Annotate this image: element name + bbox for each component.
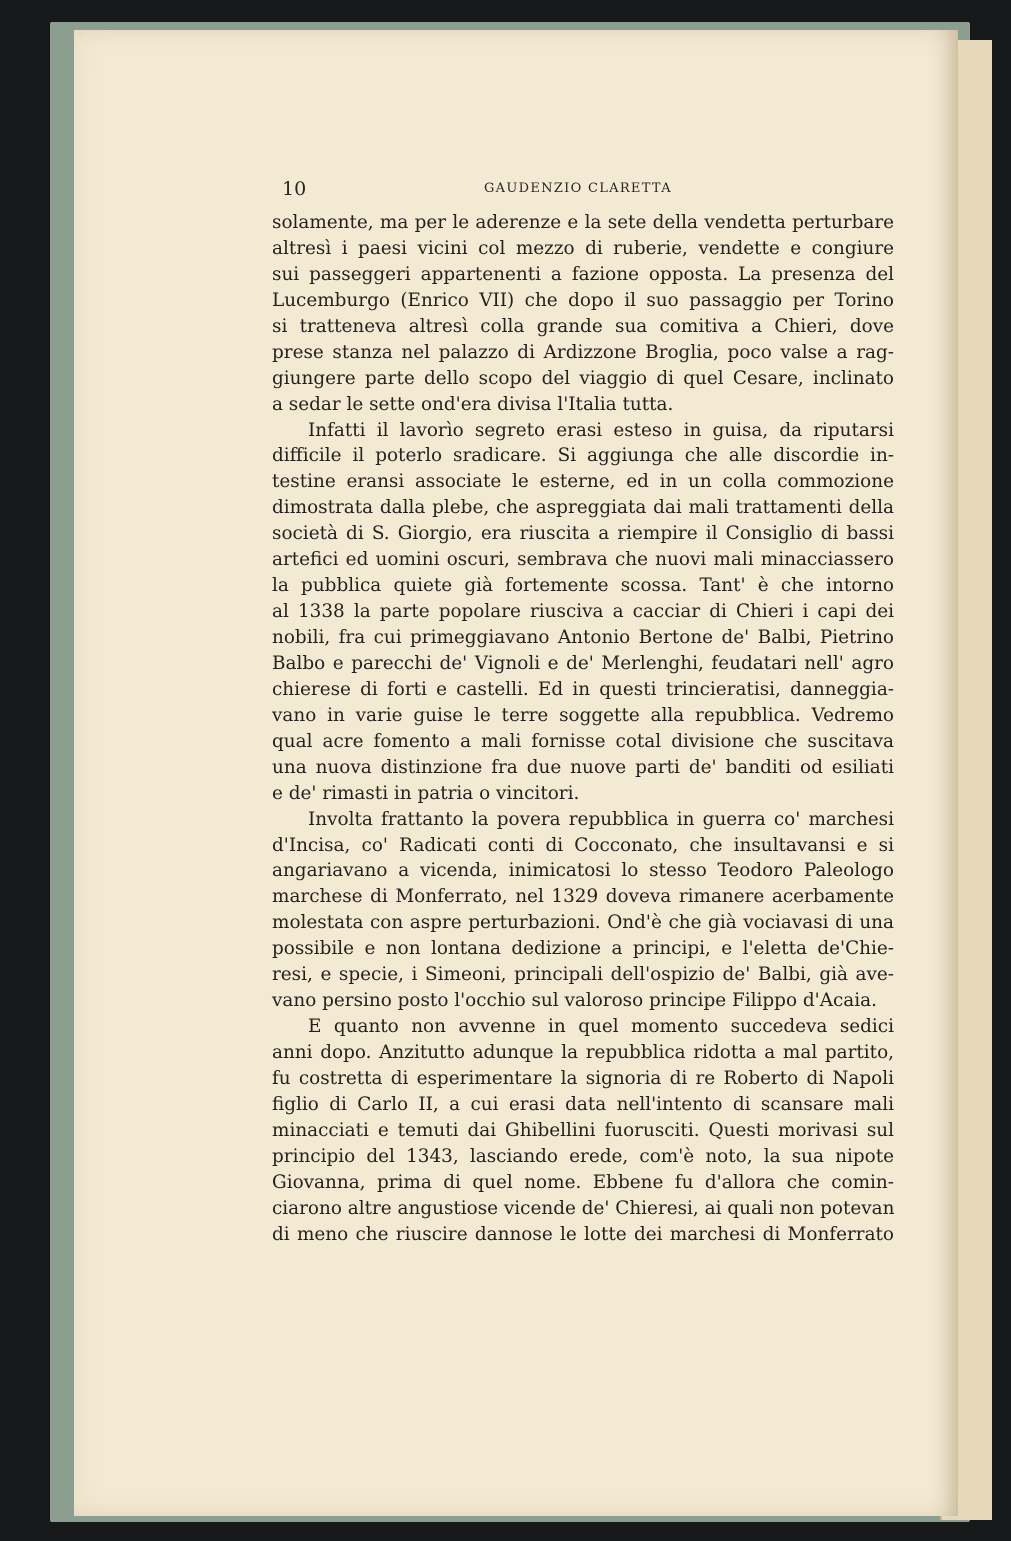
text-line: d'Incisa, co' Radicati conti di Cocconato, che insultavansi e si (272, 834, 894, 856)
text-line: ciarono altre angustiose vicende de' Chieresi, ai quali non potevan (272, 1197, 895, 1219)
text-line: a sedar le sette ond'era divisa l'Italia tutta. (272, 393, 674, 415)
text-line: chierese di forti e castelli. Ed in questi trincieratisi, danneggia- (272, 678, 894, 700)
text-line: angariavano a vicenda, inimicatosi lo stesso Teodoro Paleologo (272, 860, 894, 882)
text-line: Giovanna, prima di quel nome. Ebbene fu d'allora che comin- (272, 1171, 894, 1193)
text-line: fu costretta di esperimentare la signoria di re Roberto di Napoli (272, 1067, 894, 1089)
text-line: possibile e non lontana dedizione a principi, e l'eletta de'Chie- (272, 938, 894, 960)
book-page (74, 30, 958, 1516)
text-line: altresì i paesi vicini col mezzo di ruberie, vendette e congiure (272, 237, 894, 259)
page-number: 10 (282, 178, 307, 200)
text-line: vano in varie guise le terre soggette alla repubblica. Vedremo (272, 704, 894, 726)
text-line: la pubblica quiete già fortemente scossa. Tant' è che intorno (272, 575, 894, 597)
text-line: nobili, fra cui primeggiavano Antonio Bertone de' Balbi, Pietrino (272, 627, 894, 648)
text-line: difficile il poterlo sradicare. Si aggiunga che alle discordie in- (272, 445, 894, 467)
text-line: minacciati e temuti dai Ghibellini fuorusciti. Questi morivasi sul (272, 1119, 894, 1141)
text-line: Involta frattanto la povera repubblica in guerra co' marchesi (308, 808, 894, 830)
text-line: principio del 1343, lasciando erede, com'è noto, la sua nipote (272, 1145, 894, 1167)
text-line: Lucemburgo (Enrico VII) che dopo il suo passaggio per Torino (272, 289, 894, 311)
text-line: resi, e specie, i Simeoni, principali dell'ospizio de' Balbi, già ave- (272, 964, 894, 986)
text-line: al 1338 la parte popolare riusciva a cacciar di Chieri i capi dei (272, 601, 894, 623)
text-line: una nuova distinzione fra due nuove parti de' banditi od esiliati (272, 756, 894, 778)
text-line: si tratteneva altresì colla grande sua comitiva a Chieri, dove (272, 315, 894, 337)
text-line: anni dopo. Anzitutto adunque la repubblica ridotta a mal partito, (272, 1042, 894, 1063)
text-line: figlio di Carlo II, a cui erasi data nell'intento di scansare mali (272, 1093, 894, 1115)
text-line: Balbo e parecchi de' Vignoli e de' Merlenghi, feudatari nell' agro (272, 652, 894, 674)
running-head: GAUDENZIO CLARETTA (484, 181, 672, 196)
text-line: artefici ed uomini oscuri, sembrava che nuovi mali minacciassero (272, 549, 894, 571)
text-line: marchese di Monferrato, nel 1329 doveva rimanere acerbamente (272, 886, 894, 908)
text-line: qual acre fomento a mali fornisse cotal divisione che suscitava (272, 730, 894, 752)
text-line: solamente, ma per le aderenze e la sete della vendetta perturbare (272, 212, 894, 233)
text-line: dimostrata dalla plebe, che aspreggiata dai mali trattamenti della (272, 497, 894, 519)
text-line: giungere parte dello scopo del viaggio di quel Cesare, inclinato (272, 367, 894, 389)
text-line: e de' rimasti in patria o vincitori. (272, 782, 580, 804)
body-text (272, 210, 894, 1248)
text-line: sui passeggeri appartenenti a fazione opposta. La presenza del (272, 263, 894, 285)
text-line: E quanto non avvenne in quel momento succedeva sedici (308, 1016, 894, 1038)
text-line: testine eransi associate le esterne, ed in un colla commozione (272, 471, 894, 493)
text-line: società di S. Giorgio, era riuscita a riempire il Consiglio di bassi (272, 523, 894, 545)
text-line: prese stanza nel palazzo di Ardizzone Broglia, poco valse a rag- (272, 341, 894, 363)
text-line: vano persino posto l'occhio sul valoroso principe Filippo d'Acaia. (272, 990, 877, 1012)
page-header (282, 178, 760, 200)
text-line: di meno che riuscire dannose le lotte dei marchesi di Monferrato (272, 1223, 894, 1245)
text-line: molestata con aspre perturbazioni. Ond'è che già vociavasi di una (272, 912, 894, 934)
text-line: Infatti il lavorìo segreto erasi esteso in guisa, da riputarsi (308, 419, 894, 441)
